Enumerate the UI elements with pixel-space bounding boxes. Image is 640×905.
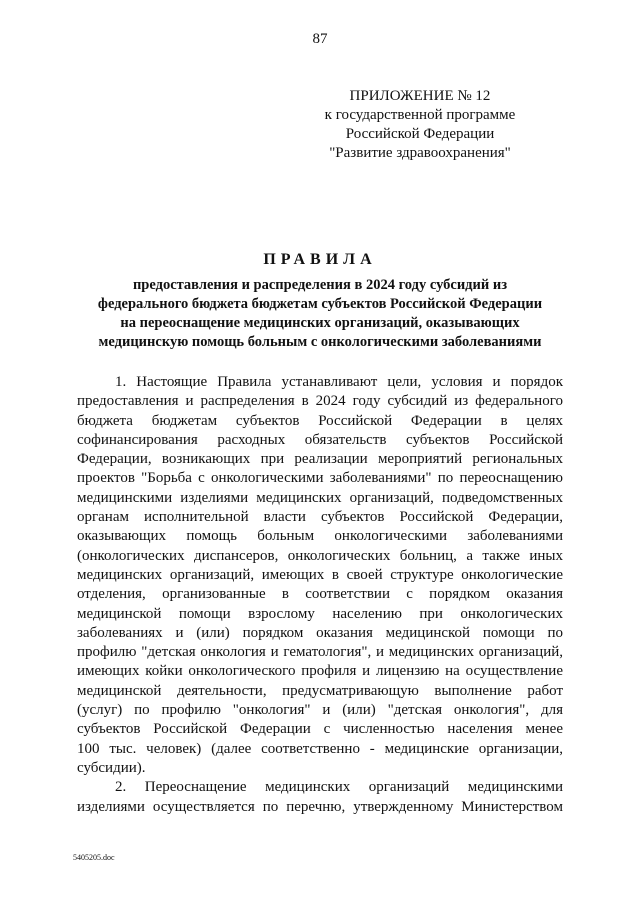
paragraph-line: проектов "Борьба с онкологическими заболеваниями" по переоснащению [77, 470, 563, 487]
appendix-line: к государственной программе [324, 107, 516, 123]
paragraph-line: (услуг) по профилю "онкология" и (или) "детская онкология", для [77, 702, 563, 719]
paragraph-line: Федерации, возникающих при реализации мероприятий региональных [77, 451, 563, 468]
paragraph-line: бюджета бюджетам субъектов Российской Федерации в целях [77, 412, 563, 429]
paragraph-2 [77, 778, 563, 817]
subtitle-line: федерального бюджета бюджетам субъектов Российской Федерации [97, 296, 543, 312]
document-code: 5405205.doc [73, 853, 115, 862]
paragraph-line: софинансирования расходных обязательств субъектов Российской [77, 431, 563, 448]
rules-title: ПРАВИЛА [263, 251, 377, 268]
paragraph-line: заболеваниях и (или) порядком оказания медицинской помощи по [77, 624, 563, 641]
subtitle-line: медицинскую помощь больным с онкологическими заболеваниями [98, 334, 542, 350]
paragraph-line: отделения, организованные в соответствии с порядком оказания [77, 586, 563, 603]
paragraph-line: медицинскими изделиями медицинских организаций, подведомственных [77, 489, 563, 506]
paragraph-line: 1. Настоящие Правила устанавливают цели, условия и порядок [115, 374, 563, 390]
page-number: 87 [312, 31, 328, 47]
paragraph-line: 100 тыс. человек) (далее соответственно - медицинские организации, [77, 740, 563, 757]
body-text [77, 373, 563, 817]
paragraph-line: имеющих койки онкологического профиля и лицензию на осуществление [77, 663, 563, 680]
paragraph-line: органам исполнительной власти субъектов Российской Федерации, [77, 509, 563, 526]
paragraph-line: оказывающих помощь больным онкологическими заболеваниями [77, 528, 563, 545]
paragraph-line: медицинских организаций, имеющих в своей структуре онкологические [77, 566, 563, 583]
paragraph-1 [77, 373, 563, 778]
appendix-header [300, 87, 540, 163]
paragraph-line: профилю "детская онкология и гематология", и медицинских организаций, [77, 644, 563, 661]
rules-subtitle [60, 276, 580, 352]
appendix-line: Российской Федерации [345, 126, 495, 142]
paragraph-line: субъектов Российской Федерации с численностью населения менее [77, 721, 563, 738]
subtitle-line: на переоснащение медицинских организаций, оказывающих [120, 315, 520, 331]
paragraph-line: субсидии). [77, 759, 146, 776]
subtitle-line: предоставления и распределения в 2024 году субсидий из [132, 277, 508, 293]
appendix-line: "Развитие здравоохранения" [329, 145, 511, 161]
paragraph-line: предоставления и распределения в 2024 году субсидий из федерального [77, 393, 563, 410]
paragraph-line: (онкологических диспансеров, онкологических больниц, а также иных [77, 547, 563, 564]
paragraph-line: медицинской деятельности, предусматривающую выполнение работ [77, 682, 563, 699]
paragraph-line: 2. Переоснащение медицинских организаций медицинскими [115, 779, 563, 796]
paragraph-line: медицинской помощи взрослому населению при онкологических [77, 605, 563, 622]
paragraph-line: изделиями осуществляется по перечню, утвержденному Министерством [77, 798, 563, 815]
appendix-title: ПРИЛОЖЕНИЕ № 12 [349, 88, 491, 104]
